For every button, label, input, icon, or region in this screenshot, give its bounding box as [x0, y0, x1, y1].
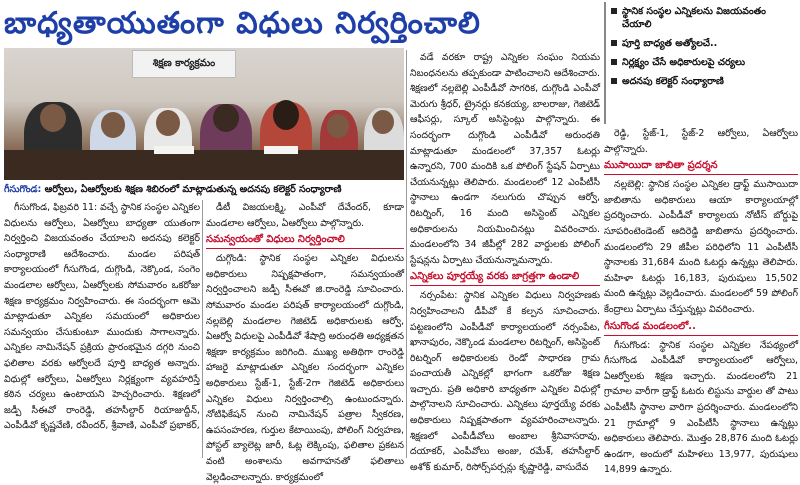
table-surface	[4, 150, 404, 180]
paper-sheet	[264, 146, 298, 154]
subheading: సమన్వయంతో విధులు నిర్వర్తించాలి	[206, 232, 404, 249]
paper-sheet	[154, 146, 194, 154]
article-paragraph: డీటీ విజయలక్ష్మి, ఎంపీవో దేవేందర్, కూడా మండలాల ఆర్వోలు, ఏఆర్వోలు పాల్గొన్నారు.	[206, 202, 404, 229]
article-paragraph: గీసుగొండ: స్థానిక సంస్థల ఎన్నికల నేపథ్యంలో గీసుగొండ ఎంపీడీవో కార్యాలయంలో ఆర్వోలు, ఏఆర్వోలకు శిక్షణ ఇచ్చారు. మండలంలోని 21 గ్రామాల వారీగా డ్రాఫ్ట్ ఓటరు లిస్టును వార్డుల తో పాటు ఎంపీటీసీ స్థానాల వారిగా ప్రదర్శించారు. మండలంలోని 21 గ్రామాల్లో 9 ఎంపీటీసీ స్థానాలు ఉన్నట్లు అధికారులు తెలిపారు. మొత్తం 28,876 మంది ఓటర్లు ఉండగా, అందులో మహిళలు 13,977, పురుషులు 14,899 ఉన్నారు.	[604, 339, 798, 476]
article-paragraph: రెడ్డి, స్టేజ్-1, స్టేజ్-2 ఆర్వోలు, ఏఆర్వోలు పాల్గొన్నారు.	[604, 128, 798, 155]
caption-lead: గీసుగొండ:	[4, 184, 42, 195]
article-paragraph: వడే వరకూ రాష్ట్ర ఎన్నికల సంఘం నియమ నిబంధనలను తప్పకుండా పాటించాలని ఆదేశించారు. శిక్షణలో నల్లబెల్లి ఎంపీడీవో సాగరిక, దుగ్గొండి ఎంపీవో మెరుగు శ్రీధర్, ట్రైనర్లు కనకయ్య, బాలరాజు, గెజిటెడ్ ఆఫీసర్లు, స్కూల్ అసిస్టెంట్లు పాల్గొన్నారు. ఈ సందర్భంగా దుగ్గొండి ఎంపీడీవో అరుంధతి మాట్లాడుతూ మండలంలో 37,357 ఓటర్లు ఉన్నారని, 700 మందికి ఒక పోలింగ్ స్టేషన్ ఏర్పాటు చేయనున్నట్లు తెలిపారు. మండలంలో 12 ఎంపీటీసీ స్థానాలు ఉండగా నలుగురు చొప్పున ఆర్వో, రిటర్నింగ్, 16 మంది అసిస్టెంట్ ఎన్నికల అధికారులను నియమించినట్లు వివరించారు. మండలంలోని 34 జీపీల్లో 282 వార్డులకు పోలింగ్ స్టేషన్లను ఏర్పాటు చేయనున్నామన్నారు.	[410, 52, 600, 266]
article-paragraph: నల్లబెల్లి: స్థానిక సంస్థల ఎన్నికల డ్రాఫ్ట్ ముసాయిదా జాబితాను అధికారులు ఆయా కార్యాలయాల్లో ప్రదర్శించారు. ఎంపీడీవో కార్యాలయ నోటీస్ బోర్డుపై సూపరింటెండెంట్ ఆదిరెడ్డి జాబితాను ప్రదర్శించారు. మండలంలోని 29 జీపీల పరిధిలోని 11 ఎంపీటీసీ స్థానాలకు 31,684 మంది ఓటర్లు ఉన్నట్లు తెలిపారు. మహిళా ఓటర్లు 16,183, పురుషులు 15,502 మంది ఉన్నట్లు వెల్లడించారు. మండలంలో 59 పోలింగ్ కేంద్రాలు ఏర్పాటు చేస్తున్నట్లు వివరించారు.	[604, 179, 798, 315]
news-photo	[4, 48, 404, 180]
article-paragraph: దుగ్గొండి: స్థానిక సంస్థల ఎన్నికల విధులను అధికారులు నిష్పక్షపాతంగా, సమన్వయంతో నిర్వర్తించాలని జడ్పీ సీఈవో జి.రాంరెడ్డి సూచించారు. సోమవారం మండల పరిషత్ కార్యాలయంలో దుగ్గొండి, నల్లబెల్లి మండలాల గెజిటెడ్ అధికారులకు ఆర్వో, ఏఆర్వో విధులపై ఎంపీడీవో శేషాద్రి అరుంధతి అధ్యక్షతన శిక్షణా కార్యక్రమం జరిగింది. ముఖ్య అతిథిగా రాంరెడ్డి హాజరై మాట్లాడుతూ ఎన్నికల సందర్భంగా ఎన్నికల అధికారులు స్టేజ్-1, స్టేజ్-2గా గెజిటెడ్ అధికారులు ఎన్నికల విధులు నిర్వర్తించాల్సి ఉంటుందన్నారు. నోటిఫికేషన్ నుంచి నామినేషన్ పత్రాల స్వీకరణ, ఉపసంహరణ, గుర్తుల కేటాయింపు, పోలింగ్ నిర్వహణ, పోస్టల్ బ్యాలెట్ల జారీ, ఓట్ల లెక్కింపు, ఫలితాల ప్రకటన వంటి అంశాలను అవగాహనతో ఫలితాలు వెల్లడించాలన్నారు. కార్యక్రమంలో	[206, 253, 404, 483]
article-column-2	[206, 200, 404, 483]
article-paragraph: నర్సంపేట: స్థానిక ఎన్నికల విధులు నిర్వహణకు నిర్వహించాలని డీపీవో కే కల్పన సూచించారు. పట్టణంలోని ఎంపీడీవో కార్యాలయంలో నర్సంపేట, ఖానాపురం, నెక్కొండ మండలాల రిటర్నింగ్, అసిస్టెంట్ రిటర్నింగ్ అధికారులకు రెండో సాధారణ గ్రామ పంచాయతీ ఎన్నికల్లో భాగంగా ఒకరోజు శిక్షణ ఇచ్చారు. ప్రతి అధికారి బాధ్యతగా ఎన్నికల విధుల్లో పాల్గొనాలని సూచించారు. ఎన్నికలు పూర్తయ్యే వరకు అధికారులు నిష్పక్షపాతంగా వ్యవహరించాలన్నారు. శిక్షణలో ఎంపీడీవోలు అంబాల శ్రీనివాసరావు, దయాకర్, ఎంపీవోలు అంజు, రమేశ్, తహసీల్దార్ అశోక్ కుమార్, రిసోర్స్‌పర్సన్లు కృష్ణారెడ్డి, వాసుదేవ	[410, 290, 600, 473]
photo-banner: శిక్షణ కార్యక్రమం	[132, 50, 236, 78]
person-head	[372, 110, 394, 134]
person-head	[101, 112, 125, 138]
person-head	[213, 104, 239, 132]
highlight-item: అదనపు కలెక్టర్ సంధ్యారాణి	[606, 72, 798, 91]
article-column-1	[4, 200, 200, 458]
highlight-item: నిర్లక్ష్యం చేసే అధికారులపై చర్యలు	[606, 53, 798, 72]
article-column-3	[410, 50, 600, 473]
highlights-box	[604, 2, 798, 124]
column-divider	[406, 50, 407, 458]
headline: బాధ్యతాయుతంగా విధులు నిర్వర్తించాలి	[4, 6, 481, 41]
person-head	[327, 114, 349, 138]
person-head	[40, 104, 66, 132]
column-divider	[202, 200, 203, 458]
highlight-item: స్థానిక సంస్థల ఎన్నికలను విజయవంతం చేయాలి	[606, 2, 798, 34]
person-head	[156, 110, 180, 136]
subheading: గీసుగొండ మండలంలో..	[604, 319, 798, 336]
caption-text: ఆర్వోలు, ఏఆర్వోలకు శిక్షణ శిబిరంలో మాట్లాడుతున్న అదనపు కలెక్టర్ సంధ్యారాణి	[41, 184, 342, 195]
article-column-4	[604, 126, 798, 476]
subheading: ఎన్నికలు పూర్తయ్యే వరకు జాగ్రత్తగా ఉండాలి	[410, 269, 600, 286]
highlight-item: పూర్తి బాధ్యత అత్యోలచే..	[606, 34, 798, 53]
photo-caption	[4, 182, 404, 198]
person-head	[273, 100, 299, 130]
article-paragraph: గీసుగొండ, ఫిబ్రవరి 11: వచ్చే స్థానిక సంస్థల ఎన్నికల విధులను ఆర్వోలు, ఏఆర్వోలు బాధ్యతా యుతంగా నిర్వర్తించి విజయవంతం చేయాలని అదనపు కలెక్టర్ సంధ్యారాణి ఆదేశించారు. మండల పరిషత్ కార్యాలయంలో గీసుగొండ, దుగ్గొండి, నెక్కొండ, సంగెం మండలాల ఆర్వోలు, ఏఆర్వోలకు సోమవారం ఒకరోజు శిక్షణ కార్యక్రమం నిర్వహించారు. ఈ సందర్భంగా ఆమె మాట్లాడుతూ ఎన్నికల సమయంలో అధికారుల సమన్వయం చేసుకుంటూ ముందుకు సాగాలన్నారు. ఎన్నికల నామినేషన్ ప్రక్రియ ప్రారంభమైన దగ్గరి నుంచి ఫలితాల వరకు ఆర్వోలదే పూర్తి బాధ్యత అన్నారు. విధుల్లో ఆర్వోలు, ఏఆర్వోలు నిర్లక్ష్యంగా వ్యవహరిస్తే కఠిన చర్యలు ఉంటాయని హెచ్చరించారు. శిక్షణలో జడ్పీ సీఈవో రాంరెడ్డి, తహసీల్దార్ రియాజుద్దీన్, ఎంపీడీవో కృష్ణవేణి, రవీందర్, శ్రీవాణి, ఎంపీవో ప్రభాకర్,	[4, 202, 200, 432]
subheading: ముసాయిదా జాబితా ప్రదర్శన	[604, 158, 798, 175]
